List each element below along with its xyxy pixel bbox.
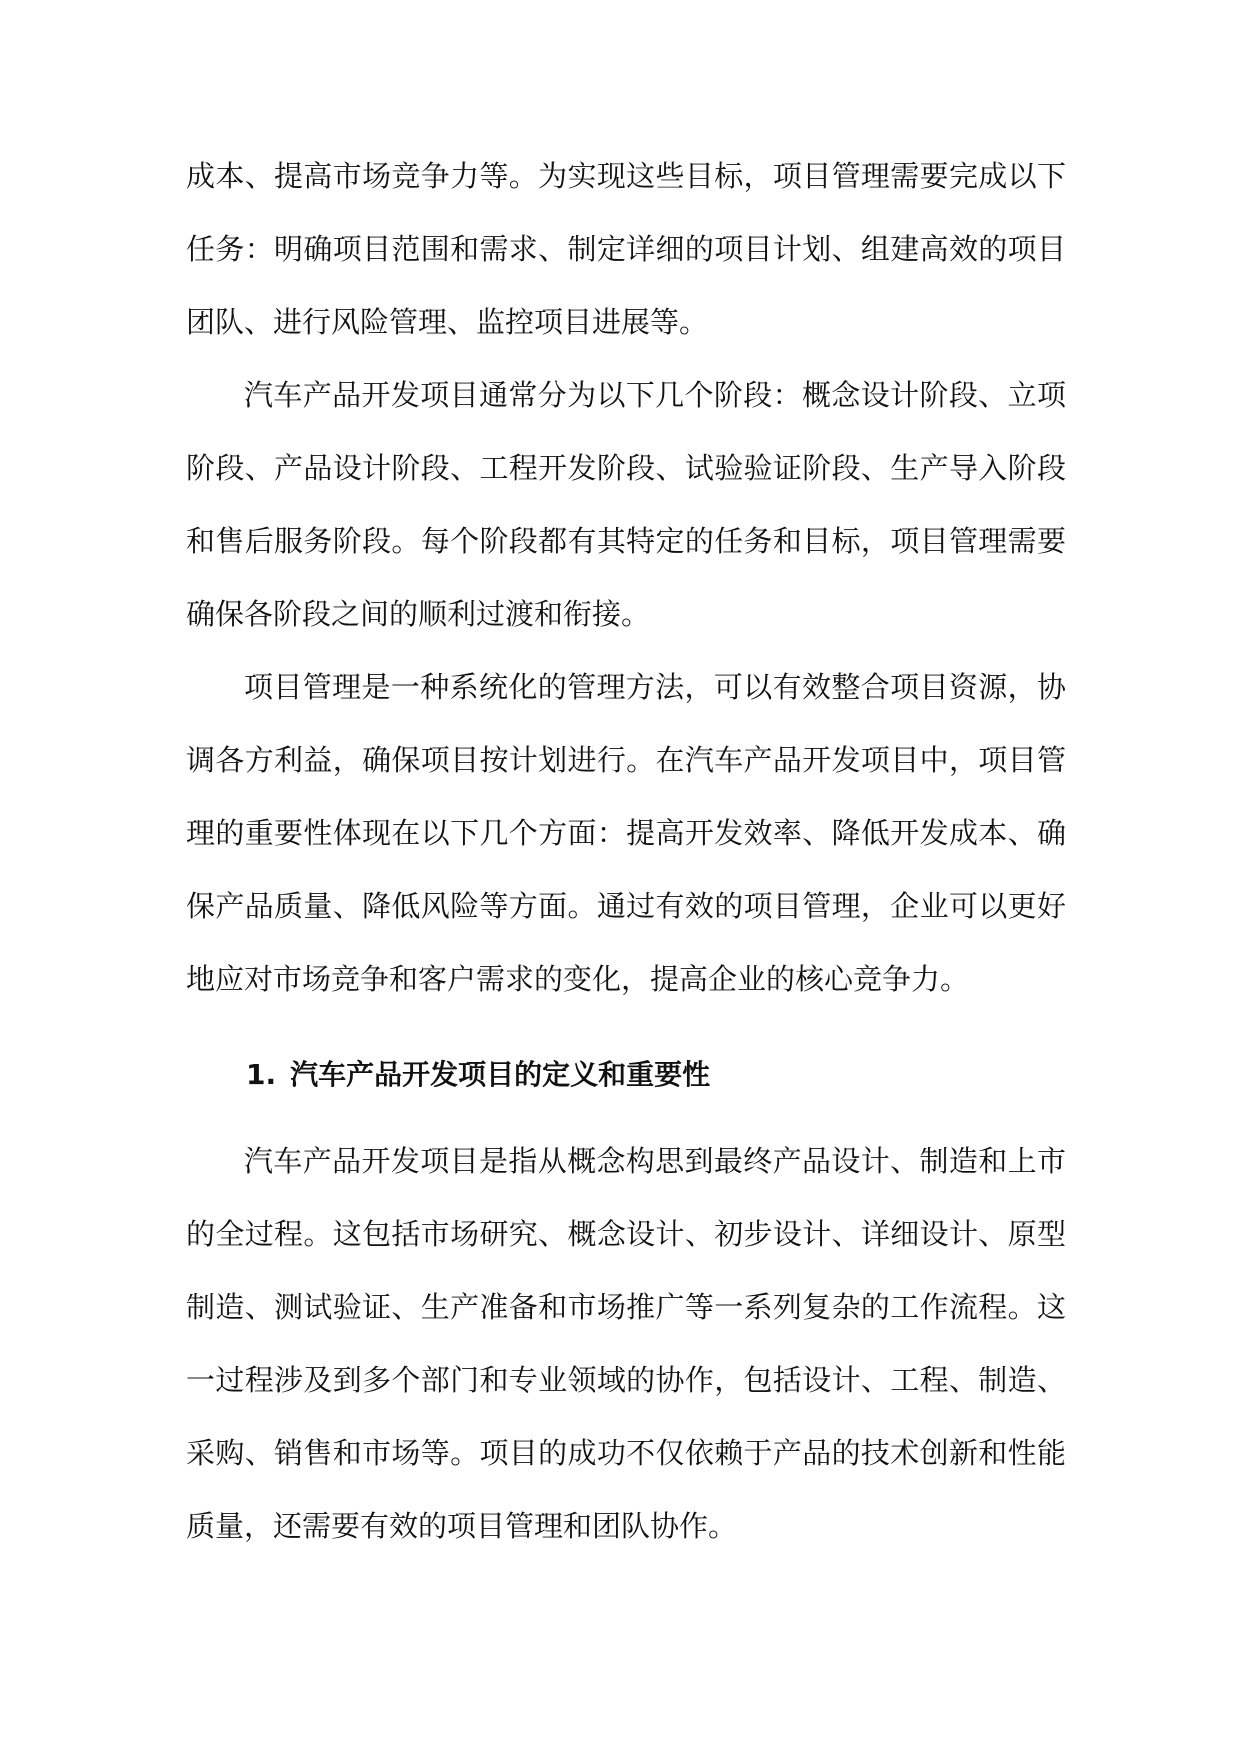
section-heading [186, 1038, 1066, 1111]
section-title: 汽车产品开发项目的定义和重要性 [290, 1058, 711, 1091]
paragraph-3: 项目管理是一种系统化的管理方法，可以有效整合项目资源，协调各方利益，确保项目按计划进行。在汽车产品开发项目中，项目管理的重要性体现在以下几个方面：提高开发效率、降低开发成本、确保产品质量、降低风险等方面。通过有效的项目管理，企业可以更好地应对市场竞争和客户需求的变化，提高企业的核心竞争力。 [186, 670, 1066, 996]
document-body [186, 140, 1066, 1563]
paragraph-2: 汽车产品开发项目通常分为以下几个阶段：概念设计阶段、立项阶段、产品设计阶段、工程开发阶段、试验验证阶段、生产导入阶段和售后服务阶段。每个阶段都有其特定的任务和目标，项目管理需要确保各阶段之间的顺利过渡和衔接。 [186, 378, 1066, 631]
paragraph-4: 汽车产品开发项目是指从概念构思到最终产品设计、制造和上市的全过程。这包括市场研究、概念设计、初步设计、详细设计、原型制造、测试验证、生产准备和市场推广等一系列复杂的工作流程。这一过程涉及到多个部门和专业领域的协作，包括设计、工程、制造、采购、销售和市场等。项目的成功不仅依赖于产品的技术创新和性能质量，还需要有效的项目管理和团队协作。 [186, 1144, 1066, 1543]
paragraph-1: 成本、提高市场竞争力等。为实现这些目标，项目管理需要完成以下任务：明确项目范围和需求、制定详细的项目计划、组建高效的项目团队、进行风险管理、监控项目进展等。 [186, 159, 1066, 339]
section-number: 1. [246, 1058, 277, 1091]
